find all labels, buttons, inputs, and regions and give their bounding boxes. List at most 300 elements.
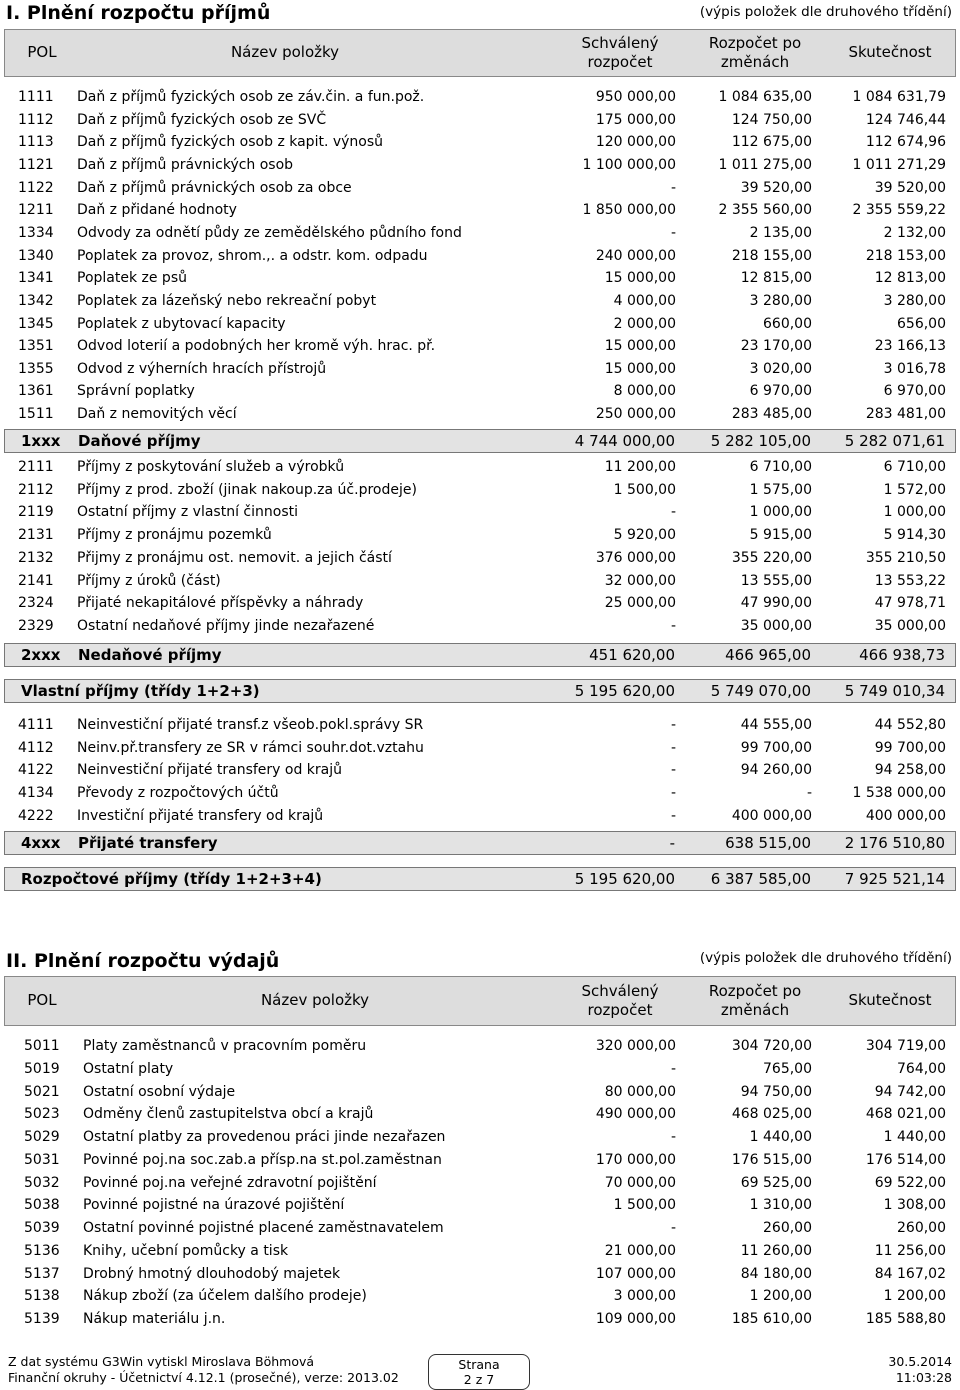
row-name: Přijmy z pronájmu ost. nemovit. a jejich částí — [77, 549, 392, 566]
table-row — [0, 570, 960, 592]
row-rozpocet-po-zmenach: 1 084 635,00 — [718, 89, 812, 105]
header-zmenach: změnách — [720, 1001, 790, 1019]
sum-rozpoctove-prijmy — [4, 867, 956, 891]
row-name: Daň z příjmů fyzických osob z kapit. výnosů — [77, 134, 384, 151]
row-schvaleny: 320 000,00 — [595, 1038, 676, 1054]
page-label: Strana — [458, 1357, 500, 1372]
row-schvaleny: 175 000,00 — [595, 111, 676, 128]
sum-rozpocet: 5 749 070,00 — [710, 682, 811, 700]
row-name: Daň z příjmů fyzických osob ze záv.čin. a fun.pož. — [77, 89, 425, 105]
row-schvaleny: 1 100 000,00 — [582, 156, 676, 173]
row-schvaleny: - — [670, 617, 676, 634]
sum-pol: 2xxx — [21, 646, 61, 664]
row-schvaleny: 4 000,00 — [613, 292, 676, 309]
row-pol: 4111 — [18, 717, 54, 733]
header-pol: POL — [27, 43, 57, 61]
table-row — [0, 1285, 960, 1307]
row-schvaleny: 11 200,00 — [604, 459, 676, 475]
row-pol: 1342 — [18, 292, 54, 309]
row-rozpocet-po-zmenach: 304 720,00 — [731, 1038, 812, 1054]
table-row — [0, 177, 960, 199]
row-schvaleny: 8 000,00 — [613, 383, 676, 400]
sum-skutecnost: 5 282 071,61 — [844, 432, 945, 450]
row-skutecnost: 355 210,50 — [865, 549, 946, 566]
row-pol: 1355 — [18, 360, 54, 377]
row-rozpocet-po-zmenach: 2 355 560,00 — [718, 202, 812, 219]
row-name: Neinv.př.transfery ze SR v rámci souhr.dot.vztahu — [77, 739, 424, 756]
row-skutecnost: 1 308,00 — [883, 1197, 946, 1214]
row-pol: 1112 — [18, 111, 54, 128]
row-name: Daň z příjmů právnických osob za obce — [77, 179, 352, 196]
row-skutecnost: 1 011 271,29 — [852, 156, 946, 173]
table-row — [0, 1240, 960, 1262]
row-name: Poplatek z ubytovací kapacity — [77, 315, 286, 332]
row-schvaleny: 21 000,00 — [604, 1242, 676, 1259]
row-rozpocet-po-zmenach: 12 815,00 — [740, 270, 812, 287]
row-pol: 1211 — [18, 202, 54, 219]
header-rozpocet-po: Rozpočet po — [708, 982, 802, 1000]
sum-1xxx — [4, 429, 956, 453]
sum-vlastni-prijmy — [4, 679, 956, 703]
row-rozpocet-po-zmenach: 1 310,00 — [749, 1197, 812, 1214]
row-pol: 5139 — [24, 1311, 60, 1327]
row-skutecnost: 218 153,00 — [865, 247, 946, 264]
row-pol: 5137 — [24, 1265, 60, 1282]
row-rozpocet-po-zmenach: 1 000,00 — [749, 504, 812, 521]
row-name: Příjmy z prod. zboží (jinak nakoup.za úč.prodeje) — [77, 481, 417, 498]
sum-pol: 1xxx — [21, 432, 61, 450]
row-name: Poplatek ze psů — [77, 270, 187, 287]
row-name: Odměny členů zastupitelstva obcí a krajů — [83, 1106, 374, 1123]
row-name: Přijaté nekapitálové příspěvky a náhrady — [77, 595, 364, 612]
sum-schvaleny: 5 195 620,00 — [574, 870, 675, 888]
row-pol: 1122 — [18, 179, 54, 196]
row-name: Nákup zboží (za účelem dalšího prodeje) — [83, 1288, 367, 1305]
row-pol: 2324 — [18, 595, 54, 612]
row-pol: 2111 — [18, 459, 54, 475]
row-schvaleny: 107 000,00 — [595, 1265, 676, 1282]
row-schvaleny: - — [670, 224, 676, 241]
sum-pol: 4xxx — [21, 834, 61, 852]
row-skutecnost: 3 280,00 — [883, 292, 946, 309]
row-schvaleny: - — [670, 762, 676, 779]
row-pol: 2131 — [18, 527, 54, 544]
row-skutecnost: 112 674,96 — [865, 134, 946, 151]
row-skutecnost: 1 084 631,79 — [852, 89, 946, 105]
header-zmenach: změnách — [720, 53, 790, 71]
table-row — [0, 358, 960, 380]
row-skutecnost: 11 256,00 — [874, 1242, 946, 1259]
row-schvaleny: - — [670, 785, 676, 802]
row-rozpocet-po-zmenach: 3 020,00 — [749, 360, 812, 377]
row-pol: 1351 — [18, 338, 54, 355]
row-schvaleny: 2 000,00 — [613, 315, 676, 332]
row-name: Příjmy z úroků (část) — [77, 572, 221, 589]
sum-rozpocet: 6 387 585,00 — [710, 870, 811, 888]
row-schvaleny: 240 000,00 — [595, 247, 676, 264]
row-rozpocet-po-zmenach: 35 000,00 — [740, 617, 812, 634]
row-pol: 5038 — [24, 1197, 60, 1214]
row-pol: 1345 — [18, 315, 54, 332]
row-rozpocet-po-zmenach: - — [806, 785, 812, 802]
row-schvaleny: - — [670, 1129, 676, 1145]
row-skutecnost: 400 000,00 — [865, 807, 946, 824]
row-rozpocet-po-zmenach: 124 750,00 — [731, 111, 812, 128]
sum-skutecnost: 466 938,73 — [859, 646, 945, 664]
row-skutecnost: 468 021,00 — [865, 1106, 946, 1123]
table-row — [0, 267, 960, 289]
row-pol: 5023 — [24, 1106, 60, 1123]
table-row — [0, 524, 960, 546]
row-schvaleny: 1 850 000,00 — [582, 202, 676, 219]
sum-schvaleny: - — [669, 834, 675, 852]
header-name: Název položky — [230, 43, 340, 61]
table-row — [0, 109, 960, 131]
table-row — [0, 131, 960, 153]
row-rozpocet-po-zmenach: 218 155,00 — [731, 247, 812, 264]
row-skutecnost: 6 710,00 — [883, 459, 946, 475]
table-row — [0, 1172, 960, 1194]
row-rozpocet-po-zmenach: 94 260,00 — [740, 762, 812, 779]
row-pol: 5138 — [24, 1288, 60, 1305]
row-schvaleny: 70 000,00 — [604, 1174, 676, 1191]
row-schvaleny: - — [670, 504, 676, 521]
sum-schvaleny: 451 620,00 — [589, 646, 675, 664]
row-schvaleny: 1 500,00 — [613, 1197, 676, 1214]
row-schvaleny: 15 000,00 — [604, 338, 676, 355]
row-name: Platy zaměstnanců v pracovním poměru — [83, 1038, 367, 1054]
row-skutecnost: 12 813,00 — [874, 270, 946, 287]
table-row — [0, 380, 960, 402]
row-pol: 4134 — [18, 785, 54, 802]
expense-note: (výpis položek dle druhového třídění) — [699, 950, 952, 966]
row-pol: 5031 — [24, 1151, 60, 1168]
header-schvaleny: Schválený — [581, 34, 659, 52]
row-skutecnost: 5 914,30 — [883, 527, 946, 544]
row-schvaleny: 490 000,00 — [595, 1106, 676, 1123]
row-name: Ostatní povinné pojistné placené zaměstnavatelem — [83, 1220, 444, 1236]
row-schvaleny: - — [670, 1060, 676, 1077]
footer-date: 30.5.2014 — [888, 1354, 952, 1369]
row-skutecnost: 23 166,13 — [874, 338, 946, 355]
row-skutecnost: 13 553,22 — [874, 572, 946, 589]
row-pol: 1111 — [18, 89, 54, 105]
row-rozpocet-po-zmenach: 185 610,00 — [731, 1311, 812, 1327]
row-skutecnost: 94 742,00 — [874, 1083, 946, 1100]
row-rozpocet-po-zmenach: 11 260,00 — [740, 1242, 812, 1259]
row-name: Daň z příjmů právnických osob — [77, 156, 294, 173]
table-row — [0, 1035, 960, 1057]
header-schvaleny: Schválený — [581, 982, 659, 1000]
table-row — [0, 290, 960, 312]
row-rozpocet-po-zmenach: 660,00 — [763, 315, 812, 332]
row-schvaleny: 15 000,00 — [604, 270, 676, 287]
table-row — [0, 456, 960, 478]
row-name: Poplatek za provoz, shrom.,. a odstr. kom. odpadu — [77, 247, 428, 264]
row-skutecnost: 84 167,02 — [874, 1265, 946, 1282]
row-schvaleny: 120 000,00 — [595, 134, 676, 151]
row-name: Povinné pojistné na úrazové pojištění — [83, 1197, 345, 1214]
row-schvaleny: 950 000,00 — [595, 89, 676, 105]
row-rozpocet-po-zmenach: 355 220,00 — [731, 549, 812, 566]
table-row — [0, 1103, 960, 1125]
row-name: Daň z příjmů fyzických osob ze SVČ — [77, 111, 327, 128]
income-note: (výpis položek dle druhového třídění) — [699, 4, 952, 20]
table-row — [0, 1058, 960, 1080]
row-pol: 2112 — [18, 481, 54, 498]
row-pol: 2119 — [18, 504, 54, 521]
table-row — [0, 154, 960, 176]
row-pol: 4112 — [18, 739, 54, 756]
row-name: Ostatní nedaňové příjmy jinde nezařazené — [77, 617, 375, 634]
row-rozpocet-po-zmenach: 99 700,00 — [740, 739, 812, 756]
row-schvaleny: - — [670, 179, 676, 196]
row-skutecnost: 185 588,80 — [865, 1311, 946, 1327]
row-pol: 5011 — [24, 1038, 60, 1054]
row-skutecnost: 3 016,78 — [883, 360, 946, 377]
expense-header — [4, 976, 956, 1026]
row-schvaleny: 376 000,00 — [595, 549, 676, 566]
row-schvaleny: 80 000,00 — [604, 1083, 676, 1100]
row-rozpocet-po-zmenach: 468 025,00 — [731, 1106, 812, 1123]
row-schvaleny: 170 000,00 — [595, 1151, 676, 1168]
table-row — [0, 222, 960, 244]
row-pol: 5136 — [24, 1242, 60, 1259]
row-rozpocet-po-zmenach: 6 970,00 — [749, 383, 812, 400]
row-skutecnost: 656,00 — [897, 315, 946, 332]
row-rozpocet-po-zmenach: 39 520,00 — [740, 179, 812, 196]
row-rozpocet-po-zmenach: 1 200,00 — [749, 1288, 812, 1305]
sum-2xxx — [4, 643, 956, 667]
row-rozpocet-po-zmenach: 94 750,00 — [740, 1083, 812, 1100]
table-row — [0, 1308, 960, 1330]
row-skutecnost: 2 355 559,22 — [852, 202, 946, 219]
row-name: Odvod loterií a podobných her kromě výh. hrac. př. — [77, 338, 436, 355]
row-pol: 4122 — [18, 762, 54, 779]
table-row — [0, 86, 960, 108]
table-row — [0, 1263, 960, 1285]
table-row — [0, 479, 960, 501]
row-pol: 2132 — [18, 549, 54, 566]
row-skutecnost: 2 132,00 — [883, 224, 946, 241]
income-header — [4, 29, 956, 77]
row-pol: 1341 — [18, 270, 54, 287]
row-skutecnost: 764,00 — [897, 1060, 946, 1077]
row-rozpocet-po-zmenach: 260,00 — [763, 1220, 812, 1236]
row-schvaleny: - — [670, 807, 676, 824]
table-row — [0, 335, 960, 357]
row-rozpocet-po-zmenach: 47 990,00 — [740, 595, 812, 612]
table-row — [0, 245, 960, 267]
row-pol: 5039 — [24, 1220, 60, 1236]
table-row — [0, 782, 960, 804]
row-skutecnost: 304 719,00 — [865, 1038, 946, 1054]
sum-4xxx — [4, 831, 956, 855]
row-rozpocet-po-zmenach: 69 525,00 — [740, 1174, 812, 1191]
sum-name: Rozpočtové příjmy (třídy 1+2+3+4) — [21, 870, 322, 888]
sum-rozpocet: 466 965,00 — [725, 646, 811, 664]
row-skutecnost: 6 970,00 — [883, 383, 946, 400]
row-skutecnost: 1 572,00 — [883, 481, 946, 498]
sum-rozpocet: 5 282 105,00 — [710, 432, 811, 450]
row-pol: 1361 — [18, 383, 54, 400]
table-row — [0, 199, 960, 221]
row-rozpocet-po-zmenach: 84 180,00 — [740, 1265, 812, 1282]
footer-printed-by: Z dat systému G3Win vytiskl Miroslava Böhmová — [8, 1354, 315, 1369]
row-skutecnost: 124 746,44 — [865, 111, 946, 128]
table-row — [0, 313, 960, 335]
row-schvaleny: 3 000,00 — [613, 1288, 676, 1305]
sum-rozpocet: 638 515,00 — [725, 834, 811, 852]
row-rozpocet-po-zmenach: 1 440,00 — [749, 1129, 812, 1145]
page-number-box — [428, 1354, 530, 1390]
row-name: Drobný hmotný dlouhodobý majetek — [83, 1265, 341, 1282]
table-row — [0, 805, 960, 827]
income-title: I. Plnění rozpočtu příjmů — [6, 2, 271, 24]
row-rozpocet-po-zmenach: 765,00 — [763, 1060, 812, 1077]
row-rozpocet-po-zmenach: 176 515,00 — [731, 1151, 812, 1168]
table-row — [0, 592, 960, 614]
row-pol: 5029 — [24, 1129, 60, 1145]
row-rozpocet-po-zmenach: 1 011 275,00 — [718, 156, 812, 173]
sum-skutecnost: 2 176 510,80 — [844, 834, 945, 852]
row-rozpocet-po-zmenach: 6 710,00 — [749, 459, 812, 475]
row-name: Ostatní platby za provedenou práci jinde nezařazen — [83, 1129, 446, 1145]
sum-name: Vlastní příjmy (třídy 1+2+3) — [21, 682, 260, 700]
row-schvaleny: 15 000,00 — [604, 360, 676, 377]
header-rozpocet-po: Rozpočet po — [708, 34, 802, 52]
footer-time: 11:03:28 — [895, 1370, 952, 1385]
table-row — [0, 1126, 960, 1148]
sum-skutecnost: 7 925 521,14 — [844, 870, 945, 888]
row-schvaleny: 109 000,00 — [595, 1311, 676, 1327]
sum-name: Přijaté transfery — [78, 834, 218, 852]
header-pol: POL — [27, 991, 57, 1009]
row-pol: 1511 — [18, 406, 54, 423]
table-row — [0, 759, 960, 781]
row-schvaleny: 5 920,00 — [613, 527, 676, 544]
row-skutecnost: 47 978,71 — [874, 595, 946, 612]
header-name: Název položky — [260, 991, 370, 1009]
table-row — [0, 714, 960, 736]
page-footer — [0, 1352, 960, 1390]
row-name: Příjmy z pronájmu pozemků — [77, 527, 272, 544]
row-skutecnost: 69 522,00 — [874, 1174, 946, 1191]
header-skutecnost: Skutečnost — [848, 991, 932, 1009]
row-pol: 5032 — [24, 1174, 60, 1191]
row-pol: 1334 — [18, 224, 54, 241]
table-row — [0, 501, 960, 523]
row-skutecnost: 35 000,00 — [874, 617, 946, 634]
row-rozpocet-po-zmenach: 23 170,00 — [740, 338, 812, 355]
row-name: Správní poplatky — [77, 383, 195, 400]
header-rozpocet: rozpočet — [587, 53, 653, 71]
row-rozpocet-po-zmenach: 400 000,00 — [731, 807, 812, 824]
row-schvaleny: - — [670, 739, 676, 756]
row-name: Příjmy z poskytování služeb a výrobků — [77, 459, 345, 475]
row-skutecnost: 1 538 000,00 — [852, 785, 946, 802]
row-skutecnost: 1 200,00 — [883, 1288, 946, 1305]
row-skutecnost: 1 000,00 — [883, 504, 946, 521]
row-rozpocet-po-zmenach: 5 915,00 — [749, 527, 812, 544]
row-skutecnost: 94 258,00 — [874, 762, 946, 779]
row-schvaleny: - — [670, 1220, 676, 1236]
row-name: Daň z nemovitých věcí — [77, 406, 237, 423]
table-row — [0, 1149, 960, 1171]
row-rozpocet-po-zmenach: 283 485,00 — [731, 406, 812, 423]
row-pol: 1121 — [18, 156, 54, 173]
table-row — [0, 1081, 960, 1103]
row-skutecnost: 1 440,00 — [883, 1129, 946, 1145]
row-name: Převody z rozpočtových účtů — [77, 785, 279, 802]
row-rozpocet-po-zmenach: 112 675,00 — [731, 134, 812, 151]
row-name: Investiční přijaté transfery od krajů — [77, 807, 324, 824]
sum-skutecnost: 5 749 010,34 — [844, 682, 945, 700]
row-schvaleny: 32 000,00 — [604, 572, 676, 589]
row-name: Daň z přidané hodnoty — [77, 202, 237, 219]
row-skutecnost: 176 514,00 — [865, 1151, 946, 1168]
row-schvaleny: 25 000,00 — [604, 595, 676, 612]
row-schvaleny: 250 000,00 — [595, 406, 676, 423]
row-schvaleny: 1 500,00 — [613, 481, 676, 498]
row-pol: 2329 — [18, 617, 54, 634]
sum-schvaleny: 4 744 000,00 — [574, 432, 675, 450]
sum-schvaleny: 5 195 620,00 — [574, 682, 675, 700]
row-name: Knihy, učební pomůcky a tisk — [83, 1242, 289, 1259]
table-row — [0, 403, 960, 425]
row-pol: 4222 — [18, 807, 54, 824]
row-name: Nákup materiálu j.n. — [83, 1311, 226, 1327]
row-schvaleny: - — [670, 717, 676, 733]
row-skutecnost: 260,00 — [897, 1220, 946, 1236]
row-pol: 1113 — [18, 134, 54, 151]
row-rozpocet-po-zmenach: 13 555,00 — [740, 572, 812, 589]
row-rozpocet-po-zmenach: 1 575,00 — [749, 481, 812, 498]
header-rozpocet: rozpočet — [587, 1001, 653, 1019]
table-row — [0, 615, 960, 637]
expense-title: II. Plnění rozpočtu výdajů — [6, 950, 280, 972]
row-rozpocet-po-zmenach: 2 135,00 — [749, 224, 812, 241]
row-name: Neinvestiční přijaté transfery od krajů — [77, 762, 343, 779]
header-skutecnost: Skutečnost — [848, 43, 932, 61]
row-pol: 5019 — [24, 1060, 60, 1077]
row-rozpocet-po-zmenach: 44 555,00 — [740, 717, 812, 733]
row-name: Ostatní příjmy z vlastní činnosti — [77, 504, 298, 521]
page-value: 2 z 7 — [463, 1372, 495, 1387]
row-rozpocet-po-zmenach: 3 280,00 — [749, 292, 812, 309]
row-name: Ostatní platy — [83, 1060, 174, 1077]
row-pol: 5021 — [24, 1083, 60, 1100]
row-name: Povinné poj.na soc.zab.a přísp.na st.pol.zaměstnan — [83, 1151, 442, 1168]
row-name: Odvody za odnětí půdy ze zemědělského půdního fond — [77, 224, 462, 241]
sum-name: Daňové příjmy — [78, 432, 201, 450]
row-skutecnost: 44 552,80 — [874, 717, 946, 733]
row-name: Povinné poj.na veřejné zdravotní pojištění — [83, 1174, 377, 1191]
row-skutecnost: 283 481,00 — [865, 406, 946, 423]
row-name: Ostatní osobní výdaje — [83, 1083, 236, 1100]
row-pol: 1340 — [18, 247, 54, 264]
table-row — [0, 737, 960, 759]
row-skutecnost: 99 700,00 — [874, 739, 946, 756]
sum-name: Nedaňové příjmy — [78, 646, 222, 664]
table-row — [0, 1194, 960, 1216]
footer-system: Finanční okruhy - Účetnictví 4.12.1 (prosečné), verze: 2013.02 — [8, 1370, 399, 1385]
row-pol: 2141 — [18, 572, 54, 589]
row-name: Odvod z výherních hracích přístrojů — [77, 360, 327, 377]
row-skutecnost: 39 520,00 — [874, 179, 946, 196]
row-name: Neinvestiční přijaté transf.z všeob.pokl.správy SR — [77, 717, 424, 733]
table-row — [0, 547, 960, 569]
